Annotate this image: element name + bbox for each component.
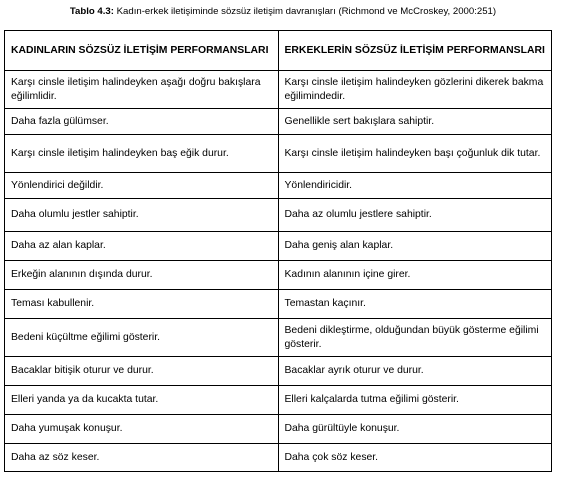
women-cell: Yönlendirici değildir. [5,173,279,199]
table-row [5,357,552,386]
table-caption-label: Tablo 4.3: [69,6,114,17]
men-cell: Kadının alanının içine girer. [278,261,552,290]
men-cell: Karşı cinsle iletişim halindeyken gözlerini dikerek bakma eğilimindedir. [278,71,552,109]
performance-comparison-table [4,30,552,472]
women-cell: Bacaklar bitişik oturur ve durur. [5,357,279,386]
men-cell: Karşı cinsle iletişim halindeyken başı çoğunluk dik tutar. [278,135,552,173]
women-cell: Erkeğin alanının dışında durur. [5,261,279,290]
women-cell: Bedeni küçültme eğilimi gösterir. [5,319,279,357]
men-cell: Daha çok söz keser. [278,444,552,472]
table-row [5,444,552,472]
men-cell: Elleri kalçalarda tutma eğilimi gösterir. [278,386,552,415]
women-cell: Daha yumuşak konuşur. [5,415,279,444]
women-cell: Karşı cinsle iletişim halindeyken aşağı doğru bakışlara eğilimlidir. [5,71,279,109]
header-women: KADINLARIN SÖZSÜZ İLETİŞİM PERFORMANSLARI [5,31,279,71]
table-row [5,261,552,290]
table-row [5,415,552,444]
table-row [5,109,552,135]
table-row [5,173,552,199]
table-header-row [5,31,552,71]
table-row [5,290,552,319]
table-row [5,71,552,109]
men-cell: Daha gürültüyle konuşur. [278,415,552,444]
women-cell: Teması kabullenir. [5,290,279,319]
table-row [5,232,552,261]
men-cell: Genellikle sert bakışlara sahiptir. [278,109,552,135]
women-cell: Karşı cinsle iletişim halindeyken baş eğik durur. [5,135,279,173]
women-cell: Daha az alan kaplar. [5,232,279,261]
men-cell: Bedeni dikleştirme, olduğundan büyük gösterme eğilimi gösterir. [278,319,552,357]
table-caption [0,6,566,18]
men-cell: Temastan kaçınır. [278,290,552,319]
women-cell: Daha olumlu jestler sahiptir. [5,199,279,232]
table-caption-text: Kadın-erkek iletişiminde sözsüz iletişim davranışları (Richmond ve McCroskey, 2000:251) [113,6,497,17]
men-cell: Yönlendiricidir. [278,173,552,199]
women-cell: Daha az söz keser. [5,444,279,472]
table-row [5,199,552,232]
men-cell: Daha geniş alan kaplar. [278,232,552,261]
table-row [5,135,552,173]
men-cell: Daha az olumlu jestlere sahiptir. [278,199,552,232]
women-cell: Elleri yanda ya da kucakta tutar. [5,386,279,415]
women-cell: Daha fazla gülümser. [5,109,279,135]
header-men: ERKEKLERİN SÖZSÜZ İLETİŞİM PERFORMANSLARI [278,31,552,71]
table-row [5,319,552,357]
men-cell: Bacaklar ayrık oturur ve durur. [278,357,552,386]
table-row [5,386,552,415]
